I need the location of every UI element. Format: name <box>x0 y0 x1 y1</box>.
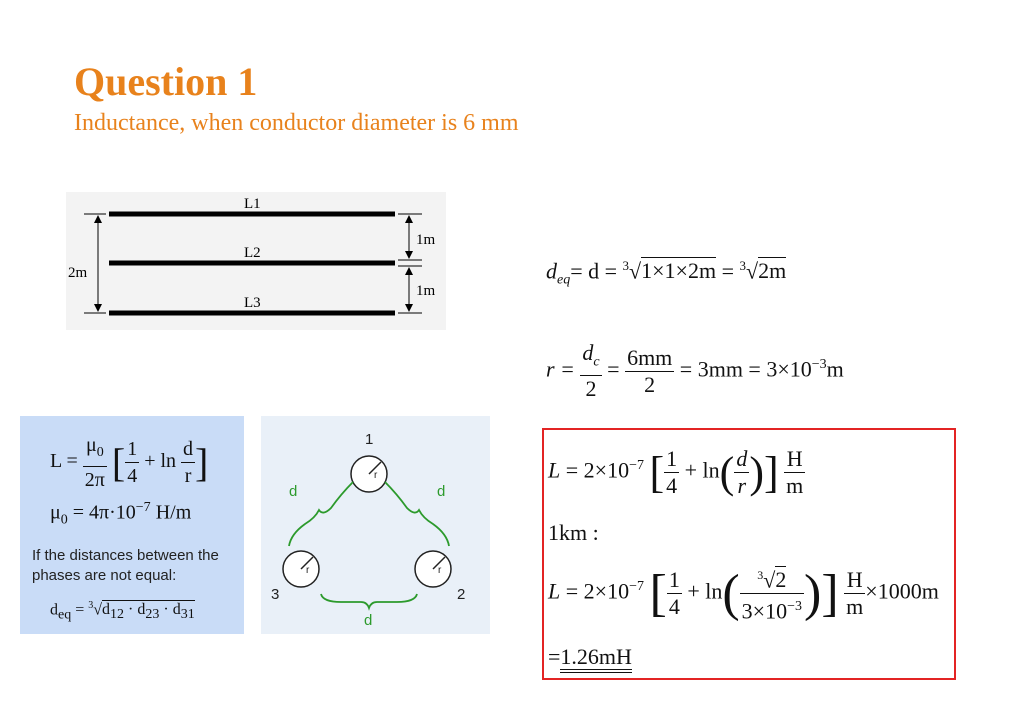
inductance-formula: L = $\frac{\mu_0}{2\pi}$ [ $\frac{1}{4}$ + ln $\frac{d}{r}$ ] <box>50 434 209 491</box>
radius-equation: r = $\frac{d_c}{2}$ = $\frac{6mm}{2}$ = $3mm = 3\times 10^{-3}m$ <box>546 340 844 402</box>
label-node-2: 2 <box>457 586 466 603</box>
per-km-label: 1km : <box>548 520 599 545</box>
page-title: Question 1 <box>74 59 258 104</box>
formula-panel <box>20 416 244 634</box>
mu0-formula: $\mu_0 = 4\pi\cdot 10^{-7}$ H/m <box>50 500 192 528</box>
label-d-bottom: d <box>364 612 373 629</box>
conductor-line-diagram <box>66 192 446 330</box>
label-d-right: d <box>437 483 446 500</box>
label-node-1: 1 <box>365 431 374 448</box>
label-l1: L1 <box>244 196 261 212</box>
conductor-1 <box>351 456 387 492</box>
page-subtitle: Inductance, when conductor diameter is 6 mm <box>74 110 519 136</box>
label-node-3: 3 <box>271 586 280 603</box>
label-1m-bottom: 1m <box>416 283 436 299</box>
label-d-left: d <box>289 483 298 500</box>
conductor-3 <box>283 551 319 587</box>
label-l2: L2 <box>244 245 261 261</box>
label-1m-top: 1m <box>416 232 436 248</box>
label-r-1: r <box>374 470 378 481</box>
final-answer: =1.26mH <box>548 644 632 670</box>
deq-general-formula: deq = $^3$√d12 · d23 · d31 <box>50 600 195 623</box>
deq-equation: $d_{eq}= d = ^3√1\times 1\times 2m = ^3√2m$ <box>546 258 787 288</box>
label-l3: L3 <box>244 295 261 311</box>
label-r-2: r <box>438 565 442 576</box>
triangle-conductor-diagram <box>261 416 490 634</box>
inductance-general-line: $L = 2\times 10^{-7}$ [ $\frac{1}{4}$ + ln( $\frac{d}{r}$ )] $\frac{H}{m}$ <box>548 446 804 498</box>
unequal-distance-note: If the distances between the phases are not equal: <box>32 547 219 584</box>
result-box <box>542 428 956 680</box>
inductance-substituted-line: $L = 2\times 10^{-7}$ [ $\frac{1}{4}$ + ln( $\frac{^3√2}{3\times 10^{-3}}$ )] $\frac{H}{m}$ ×1000m <box>548 562 939 625</box>
label-2m: 2m <box>68 265 88 281</box>
label-r-3: r <box>306 565 310 576</box>
conductor-2 <box>415 551 451 587</box>
